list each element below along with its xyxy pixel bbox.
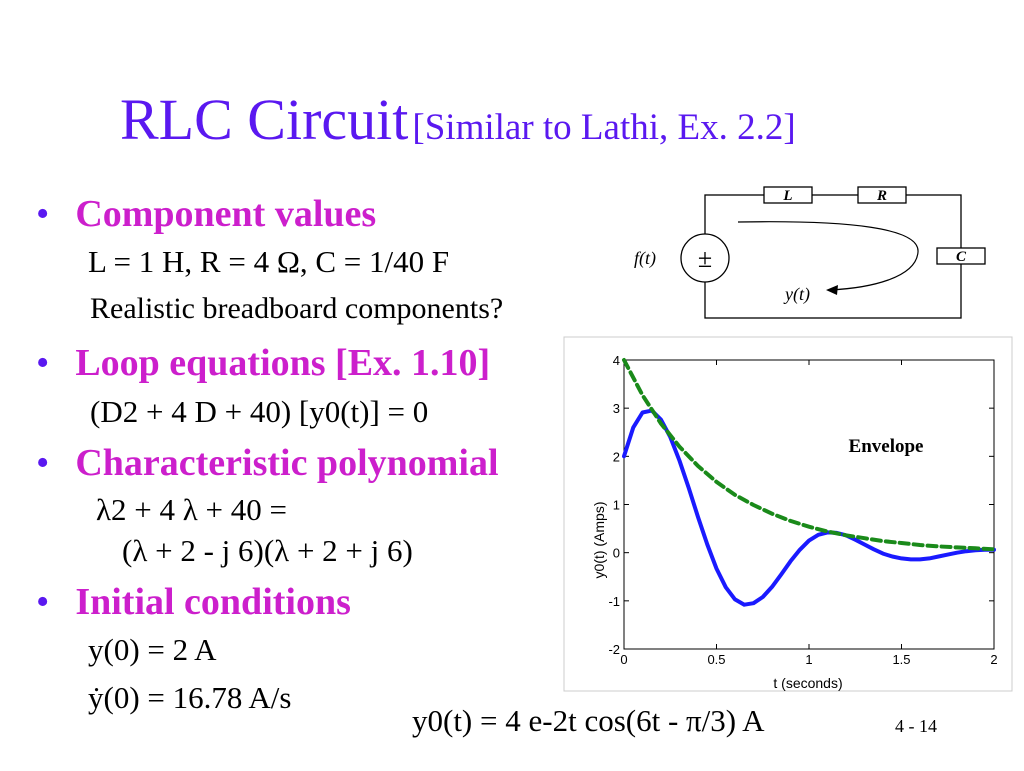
page-number: 4 - 14 [895,716,937,736]
envelope-annotation: Envelope [848,436,924,457]
x-tick-label: 1 [805,652,813,667]
chart-frame [564,337,1012,691]
capacitor-label: C [955,249,967,265]
chart-xlabel: t (seconds) [773,675,843,691]
y-tick-label: 4 [612,353,620,368]
y-tick-label: 3 [612,401,620,417]
title-subtitle: [Similar to Lathi, Ex. 2.2] [412,107,796,148]
source-symbol: ± [697,244,713,273]
y-tick-label: -2 [608,642,620,657]
char-poly-line-2: (λ + 2 - j 6)(λ + 2 + j 6) [122,533,413,568]
response-chart [562,335,1014,693]
x-tick-label: 1.5 [892,652,911,667]
x-tick-label: 0.5 [707,652,726,667]
bullet-dot-icon: • [36,581,50,623]
x-tick-label: 2 [990,652,998,667]
inductor-label: L [783,188,793,204]
initial-condition-2: ẏ(0) = 16.78 A/s [88,680,292,715]
bullet-component-values [36,192,376,236]
loop-equation-line: (D2 + 4 D + 40) [y0(t)] = 0 [90,394,429,429]
bullet-heading: Characteristic polynomial [75,442,499,484]
slide-title [120,86,796,153]
bullet-dot-icon: • [36,442,50,484]
current-arrow-head-icon [826,285,838,295]
rlc-circuit-diagram [620,180,1000,330]
y-tick-label: 1 [612,497,620,513]
chart-ylabel: y0(t) (Amps) [591,501,607,579]
x-tick-label: 0 [620,652,628,667]
components-line: L = 1 H, R = 4 Ω, C = 1/40 F [88,244,450,279]
initial-condition-1: y(0) = 2 A [88,632,217,667]
title-main: RLC Circuit [120,87,409,152]
current-arrow-path [738,222,918,290]
circuit-wire-loop [705,195,961,318]
bullet-loop-equations [36,341,490,385]
output-label: y(t) [785,284,810,304]
resistor-label: R [876,188,888,204]
y-tick-label: -1 [608,593,620,609]
bullet-heading: Component values [75,193,377,235]
bullet-initial-conditions [36,580,351,624]
bullet-heading: Loop equations [Ex. 1.10] [75,342,491,384]
y-tick-label: 0 [612,545,620,561]
bullet-heading: Initial conditions [75,581,351,623]
solution-equation: y0(t) = 4 e-2t cos(6t - π/3) A [412,703,765,738]
bullet-dot-icon: • [36,193,50,235]
y-tick-label: 2 [612,449,620,465]
char-poly-line-1: λ2 + 4 λ + 40 = [96,492,288,527]
bullet-dot-icon: • [36,342,50,384]
breadboard-line: Realistic breadboard components? [90,292,504,325]
bullet-characteristic-polynomial [36,441,499,485]
source-label: f(t) [634,248,656,268]
